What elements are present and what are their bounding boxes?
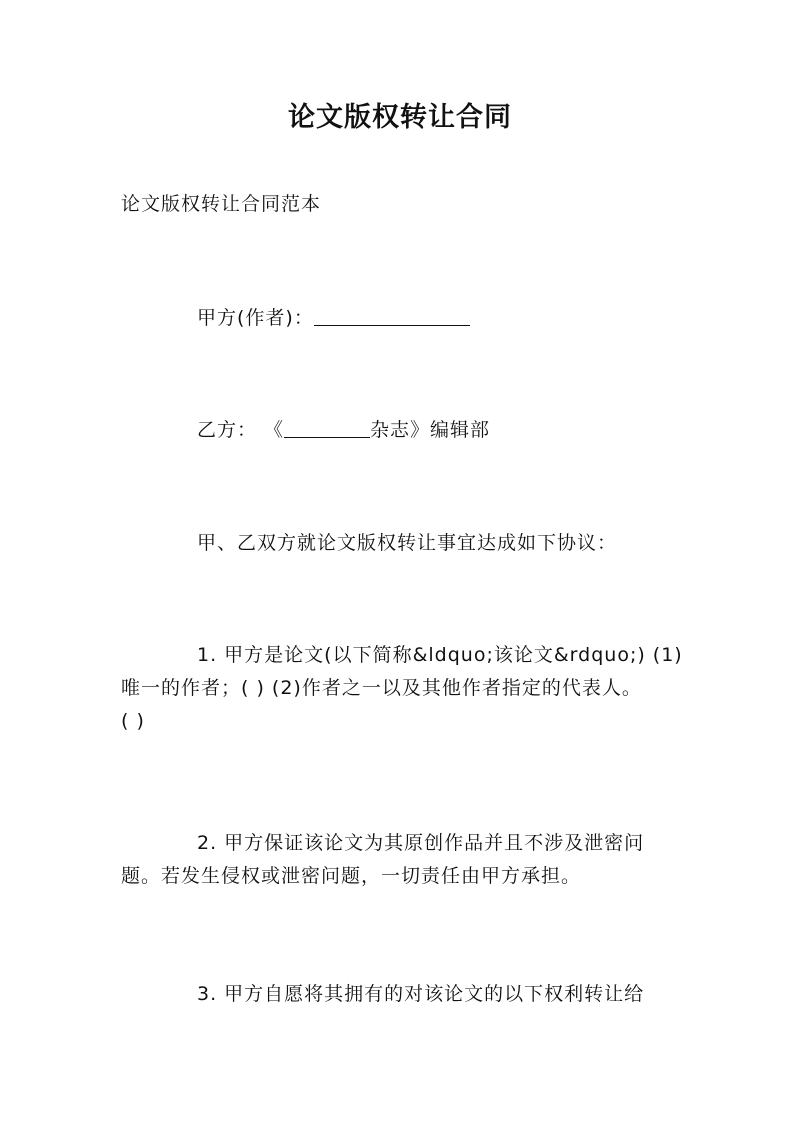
clause-2-line-1: 2. 甲方保证该论文为其原创作品并且不涉及泄密问 [197,832,645,854]
document-subtitle [121,188,691,221]
clause-3 [121,978,691,1011]
document-title: 论文版权转让合同 [288,102,512,133]
magazine-name-blank [284,417,370,438]
clause-3-line-1: 3. 甲方自愿将其拥有的对该论文的以下权利转让给 [197,983,645,1005]
clause-1-line-1: 1. 甲方是论文(以下简称&ldquo;该论文&rdquo;) (1) [197,644,683,666]
party-a-blank [314,305,470,326]
clause-2 [121,827,691,893]
clause-1 [121,639,691,738]
clause-1-line-3: ( ) [121,710,145,732]
agreement-intro [121,527,691,560]
party-a-label: 甲方(作者)： [197,307,314,329]
clause-2-line-2: 题。若发生侵权或泄密问题，一切责任由甲方承担。 [121,865,582,887]
party-b-suffix: 杂志》编辑部 [370,419,491,441]
clause-1-line-2: 唯一的作者；( ) (2)作者之一以及其他作者指定的代表人。 [121,677,642,699]
subtitle-text: 论文版权转让合同范本 [121,193,322,215]
party-b-line [121,414,691,447]
party-b-prefix: 乙方： 《 [197,419,285,441]
intro-text: 甲、乙双方就论文版权转让事宜达成如下协议： [197,532,618,554]
party-a-line [121,302,691,335]
